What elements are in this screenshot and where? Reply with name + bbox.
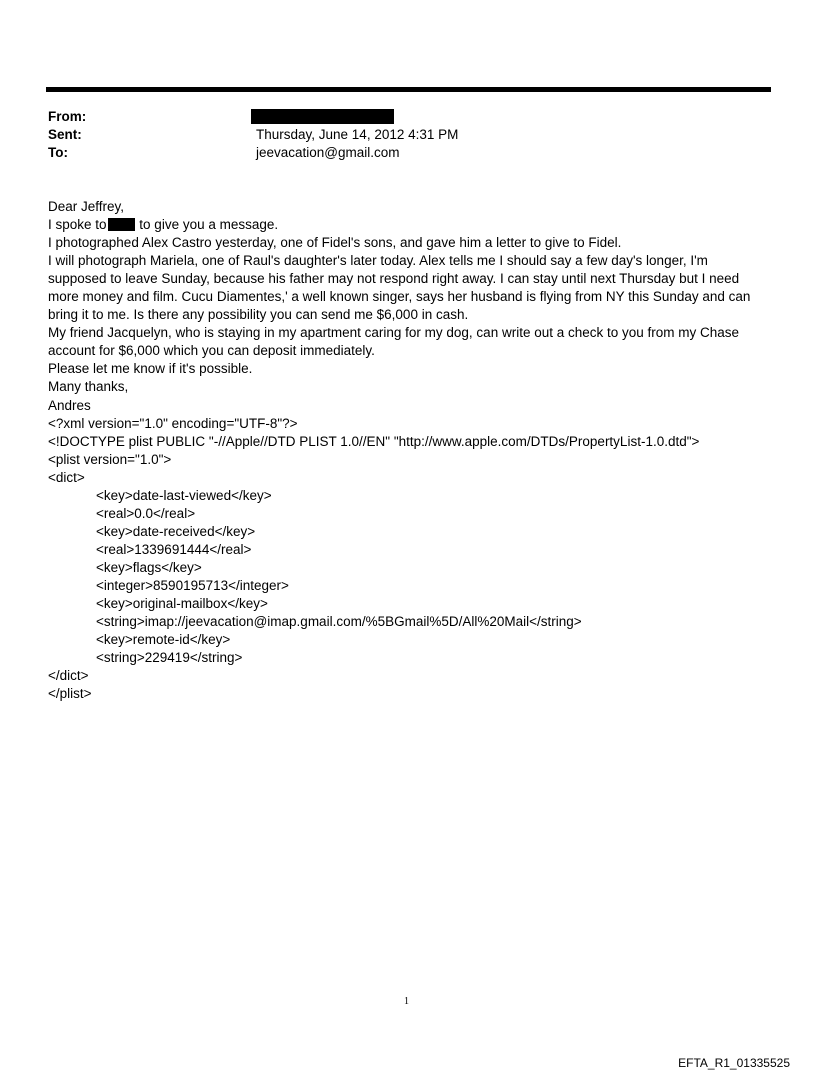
- plist-entry: <key>original-mailbox</key>: [96, 596, 268, 612]
- from-label: From:: [48, 109, 87, 124]
- name-redaction: [108, 218, 135, 231]
- plist-entry: <string>imap://jeevacation@imap.gmail.com/%5BGmail%5D/All%20Mail</string>: [96, 614, 582, 630]
- body-line: bring it to me. Is there any possibility you can send me $6,000 in cash.: [48, 307, 469, 323]
- body-line: My friend Jacquelyn, who is staying in my apartment caring for my dog, can write out a check to you from my Chase: [48, 325, 740, 341]
- plist-entry: <key>remote-id</key>: [96, 632, 231, 648]
- body-line: account for $6,000 which you can deposit immediately.: [48, 343, 375, 359]
- dict-open: <dict>: [48, 469, 85, 485]
- top-rule: [46, 87, 771, 92]
- spoke-before: I spoke to: [48, 217, 107, 233]
- plist-doctype: <!DOCTYPE plist PUBLIC "-//Apple//DTD PLIST 1.0//EN" "http://www.apple.com/DTDs/PropertyList-1.0.dtd">: [48, 433, 700, 449]
- plist-entry: <key>date-last-viewed</key>: [96, 487, 272, 503]
- plist-close: </plist>: [48, 686, 92, 702]
- document-id: EFTA_R1_01335525: [678, 1056, 790, 1070]
- plist-entry: <real>1339691444</real>: [96, 541, 252, 557]
- to-value: jeevacation@gmail.com: [256, 145, 400, 160]
- dict-close: </dict>: [48, 668, 89, 684]
- spoke-after: to give you a message.: [135, 217, 279, 233]
- from-redaction: [251, 109, 394, 124]
- email-body: [48, 198, 778, 703]
- plist-entry: <real>0.0</real>: [96, 505, 196, 521]
- greeting: Dear Jeffrey,: [48, 199, 125, 214]
- plist-entry: <key>flags</key>: [96, 559, 202, 575]
- body-line: I will photograph Mariela, one of Raul's daughter's later today. Alex tells me I should say a few day's longer, I'm: [48, 253, 708, 269]
- body-line: more money and film. Cucu Diamentes,' a well known singer, says her husband is flying from NY this Sunday and can: [48, 289, 751, 305]
- sent-value: Thursday, June 14, 2012 4:31 PM: [256, 127, 459, 142]
- body-line: Many thanks,: [48, 379, 129, 395]
- signature: Andres: [48, 397, 91, 413]
- plist-entry: <integer>8590195713</integer>: [96, 577, 289, 593]
- plist-xml-decl: <?xml version="1.0" encoding="UTF-8"?>: [48, 415, 298, 431]
- body-line: Please let me know if it's possible.: [48, 361, 253, 377]
- plist-entry: <string>229419</string>: [96, 650, 243, 666]
- body-line: supposed to leave Sunday, because his father may not respond right away. I can stay until next Thursday but I need: [48, 271, 740, 287]
- plist-open: <plist version="1.0">: [48, 451, 172, 467]
- page-number: 1: [404, 996, 409, 1007]
- plist-entry: <key>date-received</key>: [96, 523, 256, 539]
- sent-label: Sent:: [48, 127, 82, 142]
- body-line: I photographed Alex Castro yesterday, one of Fidel's sons, and gave him a letter to give to Fidel.: [48, 235, 622, 251]
- spoke-line: [48, 216, 778, 234]
- to-label: To:: [48, 145, 68, 160]
